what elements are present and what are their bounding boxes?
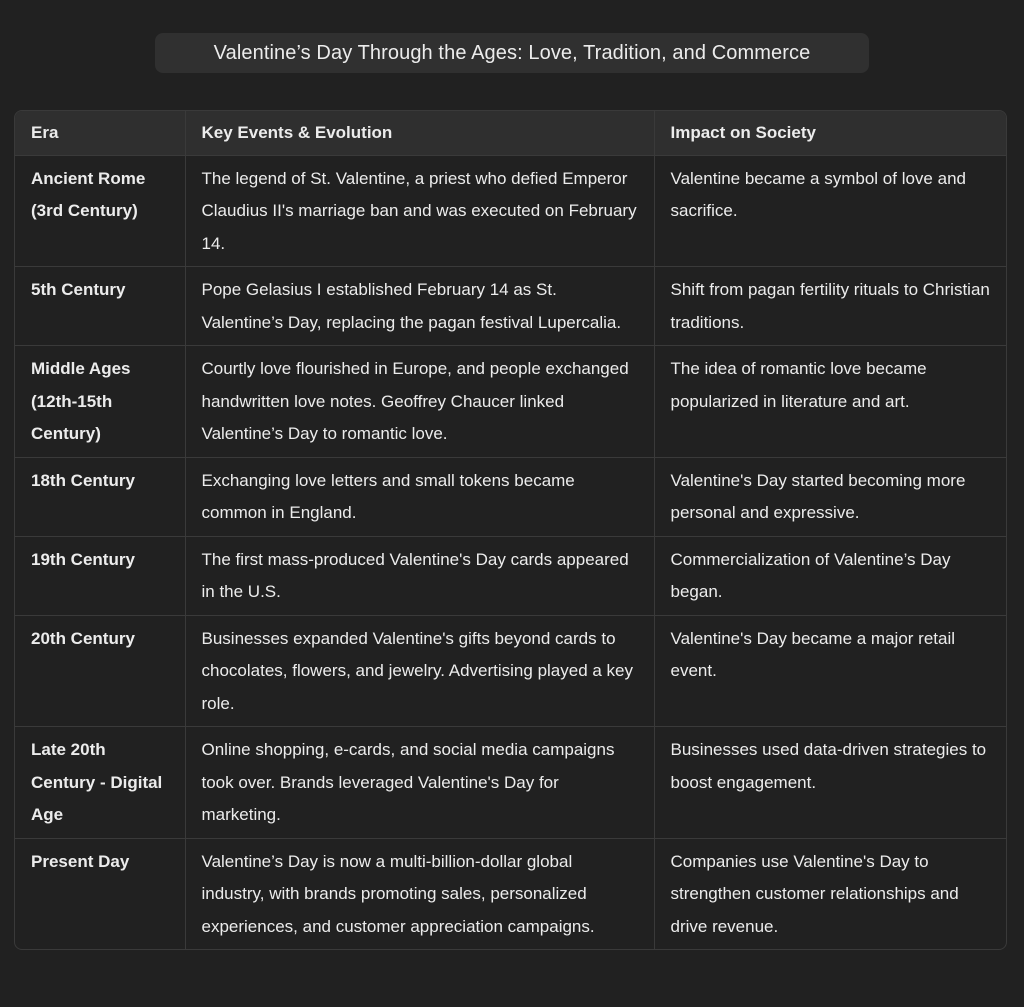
events-cell: The first mass-produced Valentine's Day cards appeared in the U.S. <box>185 536 654 615</box>
table-row <box>15 615 1006 727</box>
timeline-table <box>14 110 1007 950</box>
page-title-text: Valentine’s Day Through the Ages: Love, Tradition, and Commerce <box>213 41 811 64</box>
impact-cell: Companies use Valentine's Day to strengthen customer relationships and drive revenue. <box>670 851 959 936</box>
table-row <box>15 838 1006 949</box>
header-events: Key Events & Evolution <box>185 111 654 155</box>
era-cell: 18th Century <box>15 457 185 536</box>
era-cell: 19th Century <box>15 536 185 615</box>
table-row <box>15 727 1006 839</box>
table-row <box>15 267 1006 346</box>
table-row <box>15 536 1006 615</box>
impact-cell: Valentine's Day started becoming more personal and expressive. <box>654 457 1006 536</box>
header-impact: Impact on Society <box>654 111 1006 155</box>
table-row <box>15 457 1006 536</box>
table <box>15 111 1006 949</box>
impact-cell: Businesses used data-driven strategies to boost engagement. <box>654 727 1006 839</box>
table-body <box>15 155 1006 949</box>
impact-cell: Valentine became a symbol of love and sacrifice. <box>654 155 1006 267</box>
events-cell: Exchanging love letters and small tokens became common in England. <box>185 457 654 536</box>
impact-cell: Valentine's Day became a major retail event. <box>654 615 1006 727</box>
era-cell: Ancient Rome (3rd Century) <box>15 155 185 267</box>
events-cell: Pope Gelasius I established February 14 as St. Valentine’s Day, replacing the pagan festival Lupercalia. <box>185 267 654 346</box>
page-title <box>155 33 869 73</box>
impact-cell: Commercialization of Valentine’s Day began. <box>654 536 1006 615</box>
era-cell: 5th Century <box>15 267 185 346</box>
impact-cell: Shift from pagan fertility rituals to Christian traditions. <box>654 267 1006 346</box>
events-cell: Businesses expanded Valentine's gifts beyond cards to chocolates, flowers, and jewelry. Advertising played a key role. <box>185 615 654 727</box>
events-cell: Courtly love flourished in Europe, and people exchanged handwritten love notes. Geoffrey Chaucer linked Valentine’s Day to romantic love. <box>185 346 654 458</box>
table-header <box>15 111 1006 155</box>
table-row <box>15 155 1006 267</box>
events-cell: Valentine’s Day is now a multi-billion-dollar global industry, with brands promoting sales, personalized experiences, and customer appreciation campaigns. <box>185 838 654 949</box>
era-cell: Middle Ages (12th-15th Century) <box>15 346 185 458</box>
impact-cell: The idea of romantic love became popularized in literature and art. <box>654 346 1006 458</box>
events-cell: Online shopping, e-cards, and social media campaigns took over. Brands leveraged Valentine's Day for marketing. <box>185 727 654 839</box>
header-era: Era <box>15 111 185 155</box>
era-cell: Present Day <box>15 838 185 949</box>
era-cell: 20th Century <box>15 615 185 727</box>
table-row <box>15 346 1006 458</box>
era-cell: Late 20th Century - Digital Age <box>15 727 185 839</box>
header-row <box>15 111 1006 155</box>
events-cell: The legend of St. Valentine, a priest who defied Emperor Claudius II's marriage ban and was executed on February 14. <box>185 155 654 267</box>
